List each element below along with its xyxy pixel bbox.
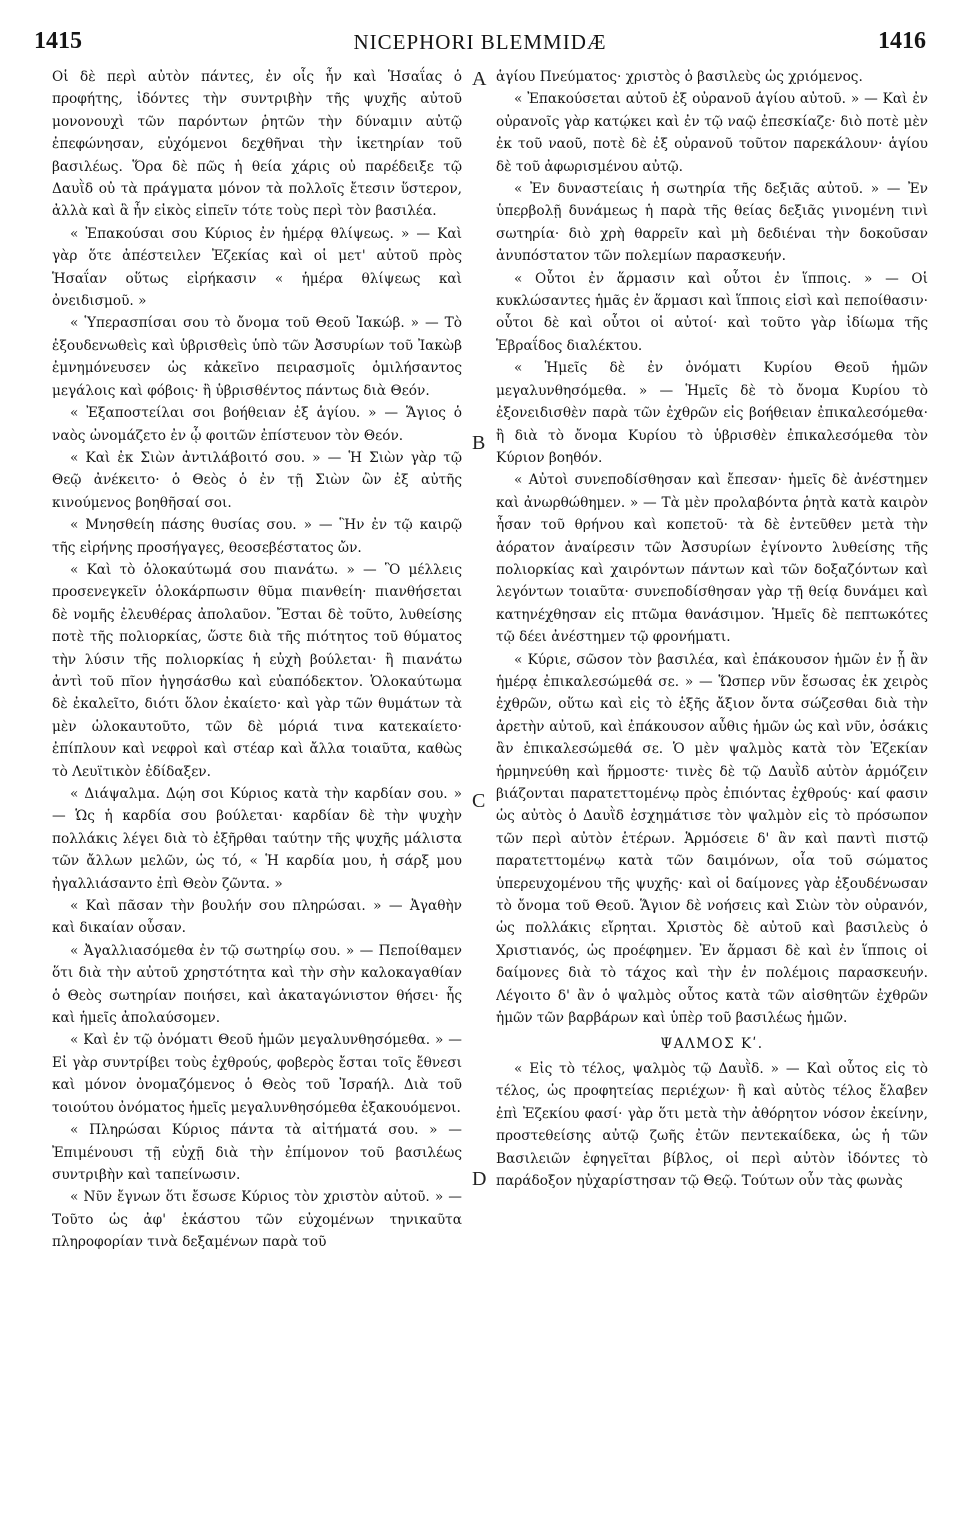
right-page-number: 1416 xyxy=(878,28,926,54)
paragraph: Οἱ δὲ περὶ αὐτὸν πάντες, ἐν οἷς ἦν καὶ Ἡσαΐας ὁ προφήτης, ἰδόντες τὴν συντριβὴν τῆς ψυχῆς αὐτοῦ μονονουχὶ τῶν παρόντων ῥητῶν τὴν δύναμιν αὐτῷ ἐπεφώνησαν, εὐχόμενοι δεχθῆναι τὴν ἱκετηρίαν τοῦ βασιλέως. Ὅρα δὲ πῶς ἡ θεία χάρις οὐ παρέδειξε τῷ Δαυῒδ οὐ τὰ πράγματα μόνον τὰ πολλοῖς ἔτεσιν ὕστερον, ἀλλὰ καὶ ἃ ἦν εἰκὸς εἰπεῖν τότε τοὺς περὶ τὸν βασιλέα. xyxy=(52,69,462,220)
paragraph: « Εἰς τὸ τέλος, ψαλμὸς τῷ Δαυῒδ. » — Καὶ οὗτος εἰς τὸ τέλος, ὡς προφητείας περιέχων· ἢ καὶ αὐτὸς τέλος ἔλαβεν ἐπὶ Ἐζεκίου φασί· γὰρ ὅτι μετὰ τὴν ἀθόρητον νόσον ἐκείνην, προστεθείσης αὐτῷ ζωῆς ἐτῶν πεντεκαίδεκα, ὡς ἡ τῶν Βασιλειῶν ἐφηγεῖται βίβλος, οἱ περὶ αὐτὸν ἰδόντες τὸ παράδοξον ηὐχαρίστησαν τῷ Θεῷ. Τούτων οὖν τὰς φωνὰς xyxy=(496,1060,928,1189)
paragraph: « Ἐπακούσεται αὐτοῦ ἐξ οὐρανοῦ ἁγίου αὐτοῦ. » — Καὶ ἐν οὐρανοῖς γὰρ κατῴκει καὶ ἐν τῷ ναῷ ἐπεσκίαζε· διὸ ποτὲ μὲν ἐκ τοῦ ναοῦ, ποτὲ δὲ ἐξ οὐρανοῦ τοῦτον παρεκάλουν· ἁγίου δὲ τοῦ ἀφωρισμένου αὐτῷ. xyxy=(496,91,928,175)
paragraph: « Ἀγαλλιασόμεθα ἐν τῷ σωτηρίῳ σου. » — Πεποίθαμεν ὅτι διὰ τὴν αὐτοῦ χρηστότητα καὶ τὴν σὴν καλοκαγαθίαν ὁ Θεὸς σωτηρίαν ποιήσει, καὶ ἀκαταγώνιστον θήσει· ἧς καὶ ἡμεῖς ἀπολαύσομεν. xyxy=(52,942,462,1027)
paragraph: « Διάψαλμα. Δῴη σοι Κύριος κατὰ τὴν καρδίαν σου. » — Ὡς ἡ καρδία σου βούλεται· καρδίαν δὲ τὴν ψυχὴν πολλάκις λέγει διὰ τὸ ἐξῆρθαι ταύτην τῆς ψυχῆς μάλιστα τῶν ἄλλων μελῶν, ὡς τό, « Ἡ καρδία μου, ἡ σάρξ μου ἠγαλλιάσαντο ἐπὶ Θεὸν ζῶντα. » xyxy=(52,786,462,892)
section-marker-d: D xyxy=(472,1168,487,1190)
paragraph: « Καὶ ἐκ Σιὼν ἀντιλάβοιτό σου. » — Ἡ Σιὼν γὰρ τῷ Θεῷ ἀνέκειτο· ὁ Θεὸς ὁ ἐν τῇ Σιὼν ὢν ἐξ αὐτῆς κινούμενος βοηθῆσαί σοι. xyxy=(52,449,462,511)
section-marker-c: C xyxy=(472,790,486,812)
paragraph: « Κύριε, σῶσον τὸν βασιλέα, καὶ ἐπάκουσον ἡμῶν ἐν ᾗ ἂν ἡμέρᾳ ἐπικαλεσώμεθά σε. » — Ὥσπερ νῦν ἔσωσας ἐκ χειρὸς ἐχθρῶν, οὕτω καὶ εἰς τὸ ἑξῆς ἄξιον ὄντα σώζεσθαι διὰ τὴν ἀρετὴν αὐτοῦ, καὶ ἐπάκουσον αὖθις ἡμῶν ὡς καὶ νῦν, ὁσάκις ἂν ἐπικαλεσώμεθά σε. Ὁ μὲν ψαλμὸς κατὰ τὸν Ἐζεκίαν ἡρμηνεύθη καὶ ἥρμοστε· τινὲς δὲ τῷ Δαυῒδ αὐτὸν ἁρμόζειν βιάζονται παρατεττομένῳ πρὸς ἐπιόντας ἐχθρούς· καί φασιν ὡς αὐτὸς ὁ Δαυῒδ ἐσχημάτισε τὸν ψαλμὸν εἰς τὸ πρόσωπον τῶν περὶ αὐτὸν ἑτέρων. Ἁρμόσειε δ' ἂν καὶ παντὶ πιστῷ παρατεττομένῳ κατὰ τῶν δαιμόνων, οἷα τοῦ σώματος ὑπερευχομένου τῆς ψυχῆς· καὶ οἱ δαίμονες γὰρ ἐξουδένωσαν τὸ ὄνομα τοῦ Θεοῦ. Ἅγιον δὲ νοήσεις καὶ Σιὼν τὸν οὐρανόν, ὡς πολλάκις εἴρηται. Χριστὸς δὲ αὐτοῦ καὶ βασιλεὺς ὁ Χριστιανός, ὡς προέφημεν. Ἐν ἅρμασι δὲ καὶ ἐν ἵπποις οἱ δαίμονες διὰ τὸ τάχος καὶ τὴν ἐν πολέμοις παρασκευήν. Λέγοιτο δ' ἂν ὁ ψαλμὸς οὗτος κατὰ τῶν αἰσθητῶν ἐχθρῶν ἡμῶν τῶν βαρβάρων καὶ ὑπὲρ τοῦ βασιλέως ἡμῶν. xyxy=(496,651,928,1027)
section-marker-b: B xyxy=(472,432,486,454)
right-column xyxy=(496,66,928,1526)
paragraph: « Ἐν δυναστείαις ἡ σωτηρία τῆς δεξιᾶς αὐτοῦ. » — Ἐν ὑπερβολῇ δυνάμεως ἡ παρὰ τῆς θείας δεξιᾶς γινομένη τινὶ σωτηρία· διὸ χρὴ θαρρεῖν καὶ μὴ δεδιέναι τὴν δοκοῦσαν ἀνυπόστατον τῶν πολεμίων παρασκευήν. xyxy=(496,181,928,265)
paragraph: « Ἐπακούσαι σου Κύριος ἐν ἡμέρᾳ θλίψεως. » — Καὶ γὰρ ὅτε ἀπέστειλεν Ἐζεκίας καὶ οἱ μετ' αὐτοῦ πρὸς Ἡσαΐαν οὕτως εἰρήκασιν « ἡμέρα θλίψεως καὶ ὀνειδισμοῦ. » xyxy=(52,225,462,310)
paragraph: « Ἐξαποστείλαι σοι βοήθειαν ἐξ ἁγίου. » — Ἅγιος ὁ ναὸς ὠνομάζετο ἐν ᾧ φοιτῶν ἐπίστευον τὸν Θεόν. xyxy=(52,405,462,444)
paragraph: « Καὶ ἐν τῷ ὀνόματι Θεοῦ ἡμῶν μεγαλυνθησόμεθα. » — Εἰ γὰρ συντρίβει τοὺς ἐχθρούς, φοβερὸς ἔσται τοῖς ἔθνεσι καὶ μόνον ὀνομαζόμενος ὁ Θεὸς τοῦ Ἰσραήλ. Διὰ τοῦ τοιούτου ὀνόματος ἡμεῖς μεγαλυνθησόμεθα ἐξακουόμενοι. xyxy=(52,1032,462,1116)
paragraph: « Καὶ τὸ ὁλοκαύτωμά σου πιανάτω. » — Ὃ μέλλεις προσενεγκεῖν ὁλοκάρπωσιν θῦμα πιανθείη· πιανθήσεται δὲ νομῆς ἐλευθέρας ἀπολαῦον. Ἔσται δὲ τοῦτο, λυθείσης ποτὲ τῆς πολιορκίας, ὥστε διὰ τῆς πιότητος τοῦ θύματος τὴν λύσιν τῆς πολιορκίας ἡ εὐχὴ βούλεται· ἢ πιανάτω ἀντὶ τοῦ πῖον ἡγησάσθω καὶ εὐαπόδεκτον. Ὁλοκαύτωμα δὲ ἐκαλεῖτο, διότι ὅλον ἐκαίετο· καὶ γὰρ τῶν θυμάτων τὰ μὲν ὡλοκαυτοῦτο, τῶν δὲ μόριά τινα κατεκαίετο· ἐπίπλουν καὶ νεφροὶ καὶ στέαρ καὶ ἄλλα τοιαῦτα, καθὼς τὸ Λευϊτικὸν ἐδίδαξεν. xyxy=(52,561,462,780)
page-header xyxy=(34,28,926,62)
left-page-number: 1415 xyxy=(34,28,82,54)
paragraph: « Ἡμεῖς δὲ ἐν ὀνόματι Κυρίου Θεοῦ ἡμῶν μεγαλυνθησόμεθα. » — Ἡμεῖς δὲ τὸ ὄνομα Κυρίου τὸ ἐξονειδισθὲν παρὰ τῶν ἐχθρῶν εἰς βοήθειαν ἐπικαλεσόμεθα· ἢ διὰ τὸ ὄνομα Κυρίου τὸ ὑβρισθὲν ἐπικαλεσόμεθα τὸν Κύριον βοηθόν. xyxy=(496,360,928,466)
paragraph: « Αὐτοὶ συνεποδίσθησαν καὶ ἔπεσαν· ἡμεῖς δὲ ἀνέστημεν καὶ ἀνωρθώθημεν. » — Τὰ μὲν προλαβόντα ῥητὰ κατὰ καιρὸν ἦσαν τοῦ θρήνου καὶ κοπετοῦ· τὰ δὲ ἐντεῦθεν μετὰ τὴν ἀόρατον ἀναίρεσιν τῶν Ἀσσυρίων ἐγίνοντο λυθείσης τῆς πολιορκίας καὶ χαιρόντων πάντων καὶ τῶν δοξαζόντων καὶ λεγόντων τοιαῦτα· συνεποδίσθησαν γὰρ τῇ θείᾳ δυνάμει καὶ κατηνέχθησαν εἰς πτῶμα θανάσιμον. Ἡμεῖς δὲ πεπτωκότες τῷ δέει ἀνέστημεν τῷ φρονήματι. xyxy=(496,472,928,646)
paragraph: « Πληρώσαι Κύριος πάντα τὰ αἰτήματά σου. » — Ἐπιμένουσι τῇ εὐχῇ διὰ τὴν ἐπίμονον τοῦ βασιλέως συντριβὴν καὶ ταπείνωσιν. xyxy=(52,1122,462,1183)
paragraph: « Ὑπερασπίσαι σου τὸ ὄνομα τοῦ Θεοῦ Ἰακώβ. » — Τὸ ἐξουδενωθεὶς καὶ ὑβρισθεὶς ὑπὸ τῶν Ἀσσυρίων τοῦ Ἰακὼβ ἐμνημόνευσεν ὡς κἀκεῖνο πειρασμοῖς ὁμιλήσαντος μεγάλοις καὶ φόβοις· ἢ ὑβρισθέντος πάντως διὰ Θεόν. xyxy=(52,315,462,399)
psalm-heading: ΨΑΛΜΟΣ Κʹ. xyxy=(660,1036,764,1053)
paragraph: « Μνησθείη πάσης θυσίας σου. » — Ἣν ἐν τῷ καιρῷ τῆς εἰρήνης προσήγαγες, θεοσεβέστατος ὤν. xyxy=(52,517,462,556)
paragraph: « Καὶ πᾶσαν τὴν βουλήν σου πληρώσαι. » — Ἀγαθὴν καὶ δικαίαν οὖσαν. xyxy=(52,898,462,937)
running-title: NICEPHORI BLEMMIDÆ xyxy=(353,30,607,54)
section-marker-a: A xyxy=(472,68,487,90)
paragraph: ἁγίου Πνεύματος· χριστὸς ὁ βασιλεὺς ὡς χριόμενος. xyxy=(496,69,863,85)
paragraph: « Νῦν ἔγνων ὅτι ἔσωσε Κύριος τὸν χριστὸν αὐτοῦ. » — Τοῦτο ὡς ἀφ' ἑκάστου τῶν εὐχομένων τηνικαῦτα πληροφορίαν τινὰ δεξαμένων παρὰ τοῦ xyxy=(52,1189,462,1251)
left-column xyxy=(52,66,462,1526)
paragraph: « Οὗτοι ἐν ἅρμασιν καὶ οὗτοι ἐν ἵπποις. » — Οἱ κυκλώσαντες ἡμᾶς ἐν ἅρμασι καὶ ἵπποις εἰσὶ καὶ πεποίθασιν· οὗτοι δὲ καὶ οὗτοι οἱ αὐτοί· καὶ τοῦτο γὰρ ἰδίωμα τῆς Ἑβραΐδος διαλέκτου. xyxy=(496,270,928,354)
